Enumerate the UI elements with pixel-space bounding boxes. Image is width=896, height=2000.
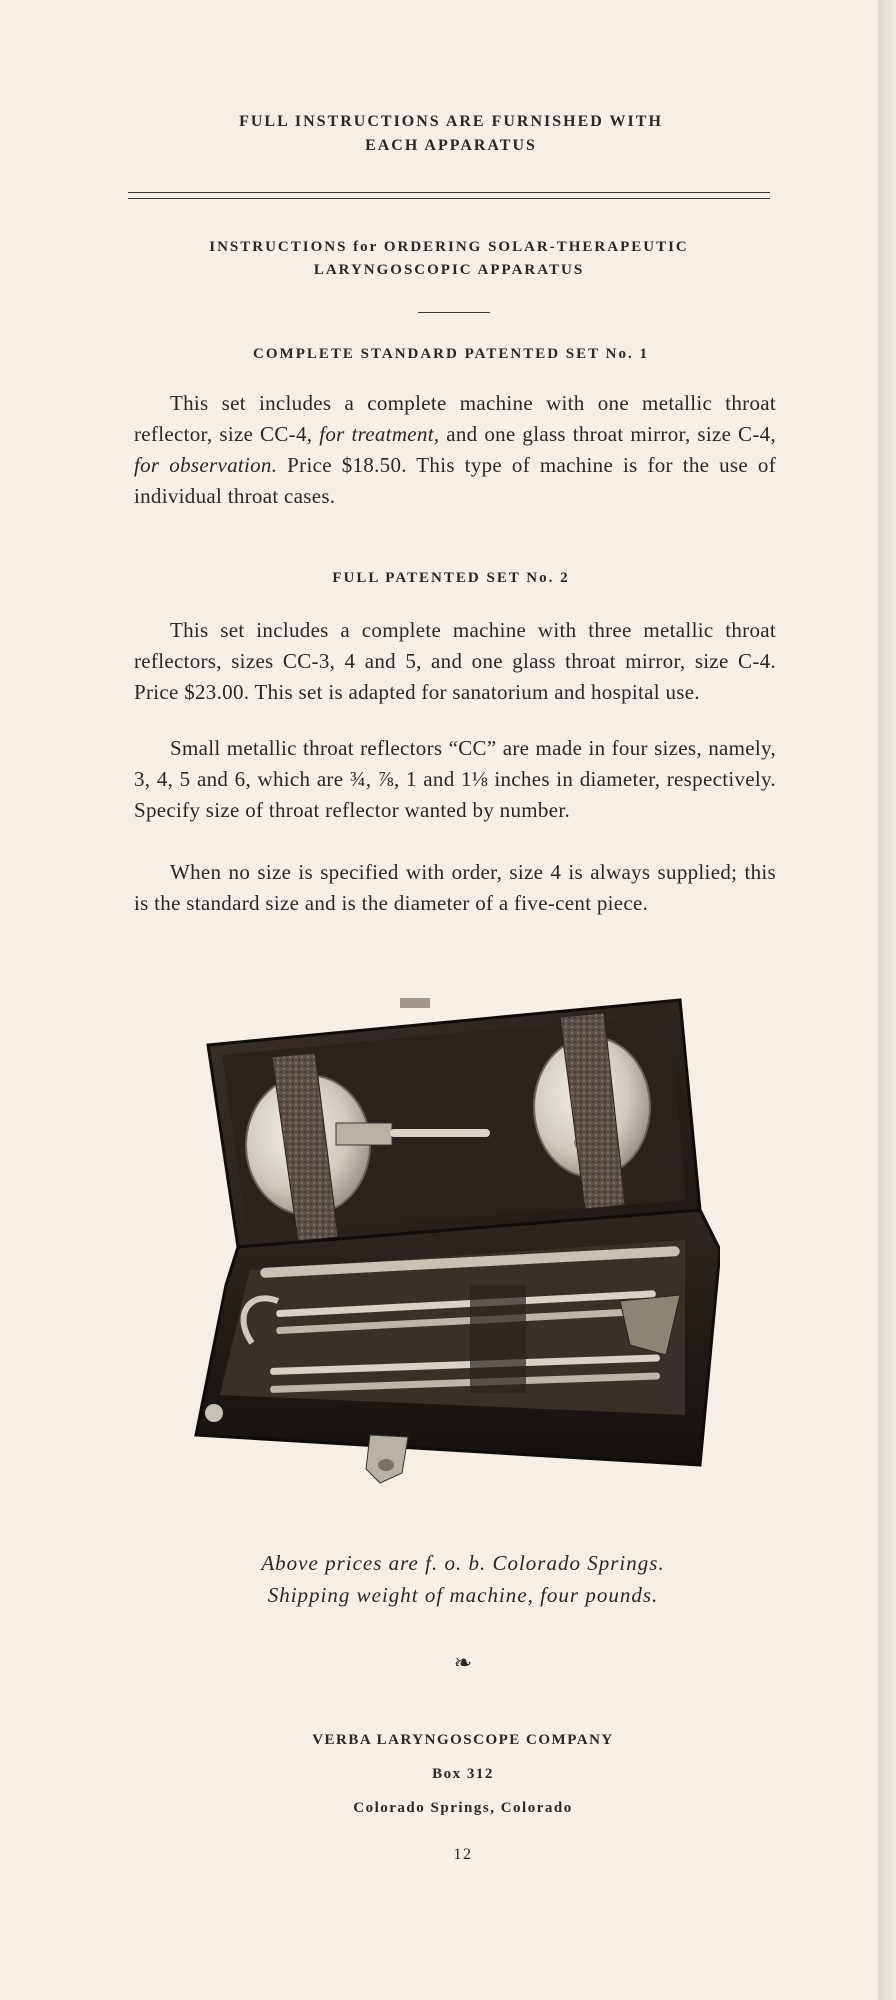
- set1-text-b: and one glass throat mirror, size C-4,: [446, 422, 777, 446]
- set1-paragraph: [134, 388, 776, 512]
- header-line-2: EACH APPARATUS: [365, 137, 537, 154]
- instructions-title-2: LARYNGOSCOPIC APPARATUS: [313, 262, 585, 278]
- page-number: 12: [453, 1846, 473, 1863]
- set1-text-a: This set includes a complete machine with one metallic throat reflector, size CC-4,: [134, 391, 776, 446]
- floral-ornament: ❧: [453, 1650, 473, 1675]
- short-divider: [418, 312, 490, 313]
- set2-paragraph-3: When no size is specified with order, size 4 is always supplied; this is the standard size and is the diameter of a five-cent piece.: [134, 860, 776, 915]
- set1-text-c: Price $18.50. This type of machine is for the use of individual throat cases.: [134, 453, 776, 508]
- company-name: VERBA LARYNGOSCOPE COMPANY: [312, 1732, 614, 1748]
- divider-top-1: [128, 192, 770, 193]
- set1-italic-a: for treatment,: [319, 422, 440, 446]
- divider-top-2: [128, 198, 770, 199]
- set1-heading: COMPLETE STANDARD PATENTED SET No. 1: [253, 346, 649, 362]
- instructions-title-1: INSTRUCTIONS for ORDERING SOLAR-THERAPEUTIC: [209, 239, 689, 255]
- caption-line-2: Shipping weight of machine, four pounds.: [267, 1583, 659, 1607]
- set1-italic-b: for observation.: [134, 453, 278, 477]
- company-box: Box 312: [432, 1766, 494, 1782]
- header-line-1: FULL INSTRUCTIONS ARE FURNISHED WITH: [239, 113, 663, 130]
- company-city: Colorado Springs, Colorado: [353, 1800, 573, 1816]
- set2-heading: FULL PATENTED SET No. 2: [332, 570, 570, 586]
- set2-paragraph-2: Small metallic throat reflectors “CC” are made in four sizes, namely, 3, 4, 5 and 6, which are ¾, ⅞, 1 and 1⅛ inches in diameter, respectively. Specify size of throat reflector wanted by number.: [134, 736, 776, 822]
- caption-line-1: Above prices are f. o. b. Colorado Springs.: [261, 1551, 665, 1575]
- page-edge: [878, 0, 896, 2000]
- set2-paragraph-1: This set includes a complete machine with three metallic throat reflectors, sizes CC-3, 4 and 5, and one glass throat mirror, size C-4. Price $23.00. This set is adapted for sanatorium and hospital use.: [134, 618, 776, 704]
- apparatus-case-photo: [180, 995, 720, 1515]
